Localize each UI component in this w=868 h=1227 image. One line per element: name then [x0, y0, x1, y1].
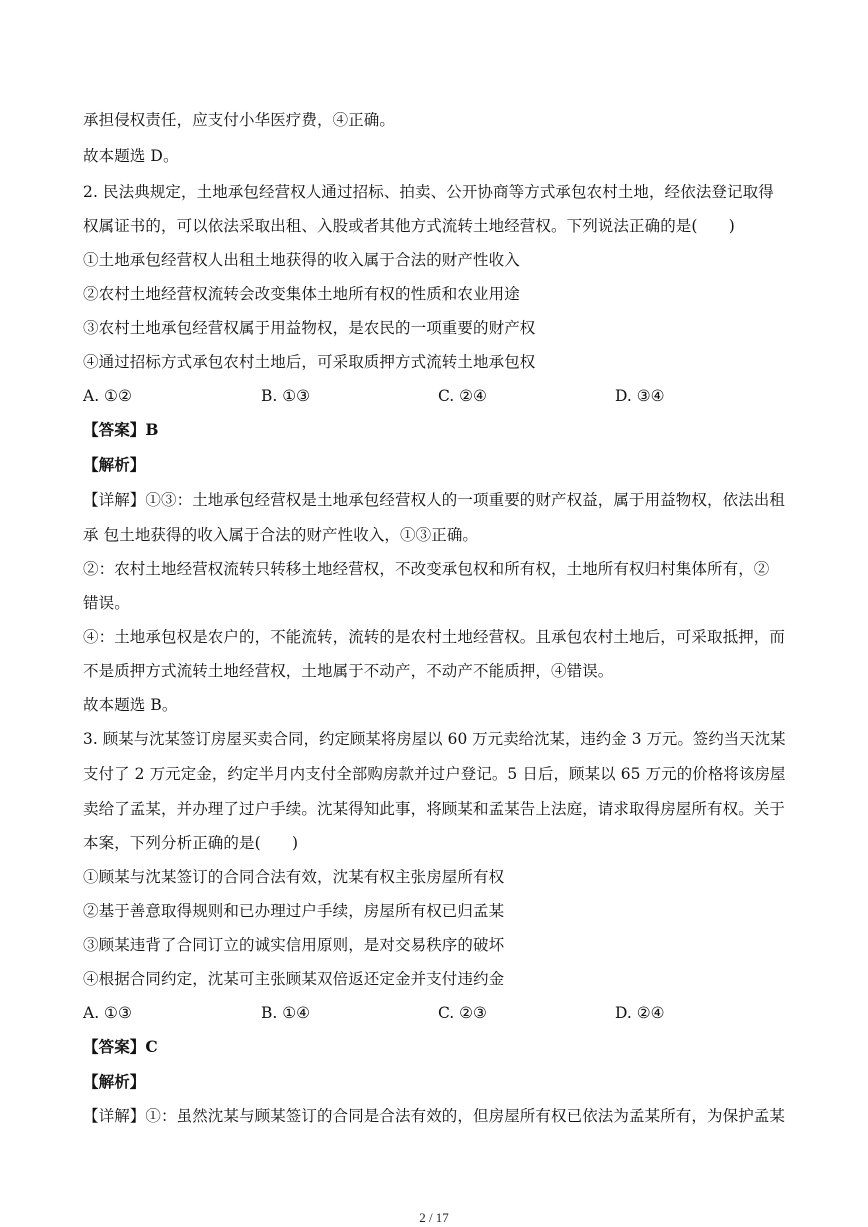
- question-2-stem-line: 权属证书的，可以依法采取出租、入股或者其他方式流转土地经营权。下列说法正确的是( ): [83, 217, 735, 235]
- question-2-option-a: A. ①②: [83, 387, 132, 405]
- analysis-heading: 【解析】: [83, 1072, 146, 1091]
- question-3-option-d: D. ②④: [615, 1004, 665, 1022]
- analysis-line: 【详解】①：虽然沈某与顾某签订的合同是合法有效的，但房屋所有权已依法为孟某所有，为保护孟某: [83, 1107, 786, 1125]
- analysis-line: 错误。: [83, 594, 130, 612]
- analysis-line: 【详解】①③：土地承包经营权是土地承包经营权人的一项重要的财产权益，属于用益物权，依法出租: [83, 491, 786, 509]
- statement-item: ④根据合同约定，沈某可主张顾某双倍返还定金并支付违约金: [83, 970, 505, 988]
- statement-item: ①顾某与沈某签订的合同合法有效，沈某有权主张房屋所有权: [83, 868, 505, 886]
- statement-item: ④通过招标方式承包农村土地后，可采取质押方式流转土地承包权: [83, 353, 536, 371]
- question-3-stem-line: 本案，下列分析正确的是( ): [83, 834, 299, 852]
- question-3-stem-line: 3. 顾某与沈某签订房屋买卖合同，约定顾某将房屋以 60 万元卖给沈某，违约金 3 万元。签约当天沈某: [83, 730, 786, 748]
- statement-item: ③农村土地承包经营权属于用益物权，是农民的一项重要的财产权: [83, 319, 536, 337]
- analysis-line: ④：土地承包权是农户的，不能流转，流转的是农村土地经营权。且承包农村土地后，可采取抵押，而: [83, 628, 786, 646]
- question-3-option-a: A. ①③: [83, 1004, 132, 1022]
- question-2-option-c: C. ②④: [438, 387, 487, 405]
- statement-item: ①土地承包经营权人出租土地获得的收入属于合法的财产性收入: [83, 251, 520, 269]
- analysis-line: 不是质押方式流转土地经营权，土地属于不动产，不动产不能质押，④错误。: [83, 662, 614, 680]
- text-line: 故本题选 D。: [83, 147, 179, 165]
- question-3-option-b: B. ①④: [261, 1004, 311, 1022]
- text-line: 故本题选 B。: [83, 696, 178, 714]
- question-3-stem-line: 支付了 2 万元定金，约定半月内支付全部购房款并过户登记。5 日后，顾某以 65 万元的价格将该房屋: [83, 765, 786, 783]
- answer-heading: 【答案】B: [83, 420, 159, 439]
- question-3-option-c: C. ②③: [438, 1004, 487, 1022]
- analysis-line: ②：农村土地经营权流转只转移土地经营权，不改变承包权和所有权，土地所有权归村集体所有，②: [83, 560, 770, 578]
- question-2-stem-line: 2. 民法典规定，土地承包经营权人通过招标、拍卖、公开协商等方式承包农村土地，经依法登记取得: [83, 183, 774, 201]
- page-number: 2 / 17: [419, 1210, 449, 1225]
- question-3-stem-line: 卖给了孟某，并办理了过户手续。沈某得知此事，将顾某和孟某告上法庭，请求取得房屋所有权。关于: [83, 800, 786, 818]
- question-2-option-d: D. ③④: [615, 387, 665, 405]
- analysis-heading: 【解析】: [83, 455, 146, 474]
- text-line: 承担侵权责任，应支付小华医疗费，④正确。: [83, 111, 396, 129]
- statement-item: ③顾某违背了合同订立的诚实信用原则，是对交易秩序的破坏: [83, 936, 505, 954]
- statement-item: ②农村土地经营权流转会改变集体土地所有权的性质和农业用途: [83, 285, 520, 303]
- analysis-line: 承 包土地获得的收入属于合法的财产性收入，①③正确。: [83, 526, 479, 544]
- question-2-option-b: B. ①③: [261, 387, 311, 405]
- answer-heading: 【答案】C: [83, 1037, 158, 1056]
- statement-item: ②基于善意取得规则和已办理过户手续，房屋所有权已归孟某: [83, 902, 505, 920]
